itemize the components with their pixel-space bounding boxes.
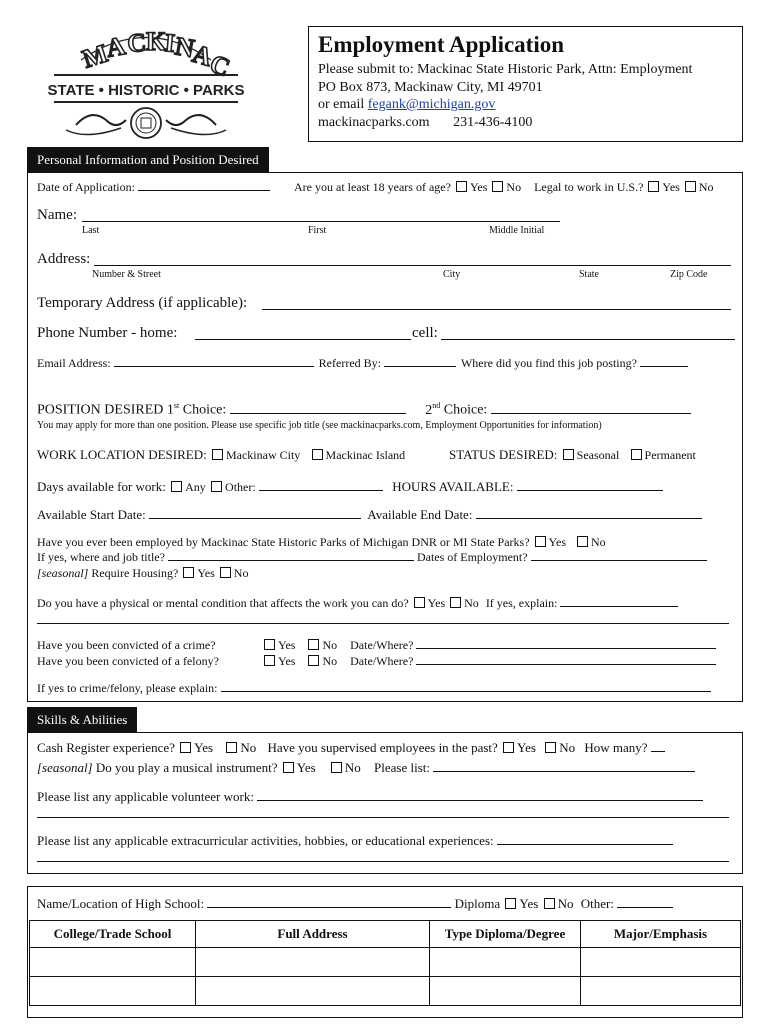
address-field-line[interactable] xyxy=(94,265,731,266)
temp-address-label: Temporary Address (if applicable): xyxy=(37,295,248,311)
if-yes-where-field[interactable] xyxy=(168,559,414,561)
state-caption: State xyxy=(579,269,599,280)
svg-text:N: N xyxy=(172,31,197,64)
mackinac-island-checkbox[interactable] xyxy=(312,449,323,460)
extracurricular-row xyxy=(37,833,673,849)
website-text: mackinacparks.com xyxy=(318,115,430,130)
crime-no-checkbox[interactable] xyxy=(308,639,319,650)
volunteer-row xyxy=(37,789,703,805)
condition-explain-label: If yes, explain: xyxy=(485,596,558,610)
how-many-field[interactable] xyxy=(651,750,665,752)
any-checkbox[interactable] xyxy=(171,481,182,492)
extracurricular-field[interactable] xyxy=(497,843,673,845)
start-date-label: Available Start Date: xyxy=(37,507,146,522)
cash-yes-label: Yes xyxy=(194,740,214,755)
referred-label: Referred By: xyxy=(318,356,381,370)
any-label: Any xyxy=(185,480,206,494)
permanent-checkbox[interactable] xyxy=(631,449,642,460)
position-note: You may apply for more than one position. Please use specific job title (see mackinacparks.com, Employment Opportunities for information) xyxy=(37,420,602,431)
email-address-row xyxy=(37,356,688,371)
age-no-checkbox[interactable] xyxy=(492,181,503,192)
last-caption: Last xyxy=(82,225,100,236)
condition-extra-line[interactable] xyxy=(37,623,729,624)
mackinac-island-label: Mackinac Island xyxy=(325,448,406,462)
felony-yes-checkbox[interactable] xyxy=(264,655,275,666)
where-found-label: Where did you find this job posting? xyxy=(460,356,637,370)
crime-explain-row xyxy=(37,681,711,696)
supervised-no-checkbox[interactable] xyxy=(545,742,556,753)
extracurricular-extra-line[interactable] xyxy=(37,861,729,862)
section-tab-personal: Personal Information and Position Desired xyxy=(27,147,269,173)
condition-explain-field[interactable] xyxy=(560,605,678,607)
table-cell[interactable] xyxy=(196,977,430,1006)
volunteer-field[interactable] xyxy=(257,799,703,801)
cash-yes-checkbox[interactable] xyxy=(180,742,191,753)
work-location-label: WORK LOCATION DESIRED: xyxy=(37,447,207,462)
logo-graphic xyxy=(46,20,246,145)
svg-text:A: A xyxy=(189,38,216,72)
phone-home-label: Phone Number - home: xyxy=(37,325,178,341)
felony-answers xyxy=(262,654,716,669)
mackinaw-city-checkbox[interactable] xyxy=(212,449,223,460)
svg-text:M: M xyxy=(78,38,112,74)
if-yes-where-label: If yes, where and job title? xyxy=(37,550,165,564)
table-cell[interactable] xyxy=(581,948,741,977)
cash-no-checkbox[interactable] xyxy=(226,742,237,753)
table-row xyxy=(30,977,741,1006)
date-field[interactable] xyxy=(138,189,270,191)
employed-no-label: No xyxy=(591,535,606,549)
crime-question: Have you been convicted of a crime? xyxy=(37,638,216,652)
zip-caption: Zip Code xyxy=(670,269,708,280)
address-label: Address: xyxy=(37,251,91,267)
svg-text:C: C xyxy=(205,48,235,83)
position-desired-row xyxy=(37,401,691,419)
crime-explain-field[interactable] xyxy=(221,690,711,692)
col-college: College/Trade School xyxy=(30,921,196,948)
dates-employment-field[interactable] xyxy=(531,559,707,561)
phone-home-line[interactable] xyxy=(195,339,411,340)
age-no-label: No xyxy=(506,180,522,194)
email-prefix: or email xyxy=(318,97,368,112)
phone-text: 231-436-4100 xyxy=(453,115,533,130)
seasonal-tag: [seasonal] xyxy=(37,566,89,580)
housing-yes-checkbox[interactable] xyxy=(183,567,194,578)
svg-text:K: K xyxy=(146,27,167,56)
crime-no-label: No xyxy=(322,638,338,652)
cash-register-label: Cash Register experience? xyxy=(37,740,175,755)
cash-no-label: No xyxy=(240,740,257,755)
svg-text:I: I xyxy=(163,28,177,58)
website-line xyxy=(318,115,532,131)
please-list-field[interactable] xyxy=(433,770,695,772)
phone-cell-line[interactable] xyxy=(441,339,735,340)
condition-row xyxy=(37,596,678,611)
date-label: Date of Application: xyxy=(37,180,138,194)
instrument-yes-label: Yes xyxy=(296,760,316,775)
table-cell[interactable] xyxy=(30,977,196,1006)
street-caption: Number & Street xyxy=(92,269,161,280)
col-address: Full Address xyxy=(196,921,430,948)
supervised-yes-label: Yes xyxy=(517,740,536,755)
extracurricular-label: Please list any applicable extracurricular activities, hobbies, or educational experiences: xyxy=(37,833,494,848)
svg-text:A: A xyxy=(104,31,128,63)
po-box-line: PO Box 873, Mackinaw City, MI 49701 xyxy=(318,80,543,95)
instrument-yes-checkbox[interactable] xyxy=(283,762,294,773)
col-major: Major/Emphasis xyxy=(581,921,741,948)
condition-yes-checkbox[interactable] xyxy=(414,597,425,608)
other-days-label: Other: xyxy=(225,480,256,494)
require-housing-row xyxy=(37,566,248,581)
cash-register-row xyxy=(37,740,665,756)
submit-to-line: Please submit to: Mackinac State Historic Park, Attn: Employment xyxy=(318,62,693,77)
diploma-other-label: Other: xyxy=(580,896,614,911)
email-address-label: Email Address: xyxy=(37,356,111,370)
table-cell[interactable] xyxy=(430,977,581,1006)
college-table-header xyxy=(30,921,741,948)
position-2-label: 2 xyxy=(425,402,433,418)
status-desired-label: STATUS DESIRED: xyxy=(449,447,558,462)
temp-address-line[interactable] xyxy=(262,309,731,310)
days-available-label: Days available for work: xyxy=(37,479,166,494)
employed-yes-checkbox[interactable] xyxy=(535,536,546,547)
days-available-row xyxy=(37,479,663,495)
high-school-field[interactable] xyxy=(207,906,451,908)
seasonal-label: Seasonal xyxy=(576,448,620,462)
city-caption: City xyxy=(443,269,461,280)
phone-cell-label: cell: xyxy=(412,325,438,341)
crime-row xyxy=(37,638,216,653)
middle-caption: Middle Initial xyxy=(489,225,545,236)
col-degree: Type Diploma/Degree xyxy=(430,921,581,948)
crime-answers xyxy=(262,638,716,653)
end-date-field[interactable] xyxy=(476,517,702,519)
table-row xyxy=(30,948,741,977)
position-2-field[interactable] xyxy=(491,412,691,414)
employed-question: Have you ever been employed by Mackinac State Historic Parks of Michigan DNR or MI State Parks? xyxy=(37,535,530,549)
instrument-row xyxy=(37,760,695,776)
diploma-no-label: No xyxy=(557,896,574,911)
other-days-field[interactable] xyxy=(259,489,383,491)
hours-available-field[interactable] xyxy=(517,489,663,491)
name-field-line[interactable] xyxy=(82,221,560,222)
position-1-label: POSITION DESIRED 1 xyxy=(37,402,174,418)
felony-question: Have you been convicted of a felony? xyxy=(37,654,219,668)
employed-before-row xyxy=(37,535,606,550)
employed-no-checkbox[interactable] xyxy=(577,536,588,547)
felony-row xyxy=(37,654,219,669)
permanent-label: Permanent xyxy=(644,448,696,462)
volunteer-extra-line[interactable] xyxy=(37,817,729,818)
where-found-field[interactable] xyxy=(640,365,688,367)
other-days-checkbox[interactable] xyxy=(211,481,222,492)
hours-available-label: HOURS AVAILABLE: xyxy=(392,479,514,494)
employed-yes-label: Yes xyxy=(548,535,567,549)
felony-yes-label: Yes xyxy=(278,654,296,668)
email-link[interactable]: fegank@michigan.gov xyxy=(367,97,496,112)
condition-yes-label: Yes xyxy=(427,596,446,610)
high-school-row xyxy=(37,896,673,912)
position-2-sup: nd xyxy=(432,401,441,410)
crime-date-where-label: Date/Where? xyxy=(350,638,414,652)
please-list-label: Please list: xyxy=(374,760,431,775)
instrument-no-label: No xyxy=(344,760,361,775)
section-tab-skills: Skills & Abilities xyxy=(27,707,137,733)
legal-no-checkbox[interactable] xyxy=(685,181,696,192)
college-table xyxy=(29,920,741,1006)
supervised-label: Have you supervised employees in the past? xyxy=(267,740,498,755)
diploma-other-field[interactable] xyxy=(617,906,673,908)
condition-question: Do you have a physical or mental condition that affects the work you can do? xyxy=(37,596,409,610)
felony-date-where-label: Date/Where? xyxy=(350,654,414,668)
svg-text:STATE • HISTORIC • PARKS: STATE • HISTORIC • PARKS xyxy=(47,82,245,99)
table-cell[interactable] xyxy=(196,948,430,977)
position-2-suffix: Choice: xyxy=(440,402,488,418)
position-1-field[interactable] xyxy=(230,412,406,414)
felony-date-where-field[interactable] xyxy=(416,663,716,665)
email-line xyxy=(318,97,495,113)
first-caption: First xyxy=(308,225,327,236)
diploma-yes-checkbox[interactable] xyxy=(505,898,516,909)
if-yes-where-row xyxy=(37,550,707,565)
age-question-row xyxy=(294,180,714,195)
start-end-date-row xyxy=(37,507,702,523)
instrument-no-checkbox[interactable] xyxy=(331,762,342,773)
age-yes-checkbox[interactable] xyxy=(456,181,467,192)
start-date-field[interactable] xyxy=(149,517,361,519)
legal-question: Legal to work in U.S.? xyxy=(534,180,644,194)
crime-date-where-field[interactable] xyxy=(416,647,716,649)
housing-yes-label: Yes xyxy=(197,566,215,580)
legal-yes-checkbox[interactable] xyxy=(648,181,659,192)
table-cell[interactable] xyxy=(30,948,196,977)
how-many-label: How many? xyxy=(584,740,648,755)
end-date-label: Available End Date: xyxy=(367,507,473,522)
table-cell[interactable] xyxy=(430,948,581,977)
instrument-label: Do you play a musical instrument? xyxy=(92,760,278,775)
high-school-label: Name/Location of High School: xyxy=(37,896,205,911)
legal-no-label: No xyxy=(698,180,714,194)
svg-text:C: C xyxy=(126,27,148,58)
seasonal-checkbox[interactable] xyxy=(563,449,574,460)
email-address-field[interactable] xyxy=(114,365,314,367)
felony-no-checkbox[interactable] xyxy=(308,655,319,666)
skills-seasonal-tag: [seasonal] xyxy=(37,760,93,775)
diploma-yes-label: Yes xyxy=(519,896,539,911)
work-location-row xyxy=(37,447,405,463)
position-1-sup: st xyxy=(173,401,180,410)
referred-field[interactable] xyxy=(384,365,456,367)
crime-explain-label: If yes to crime/felony, please explain: xyxy=(37,681,218,695)
supervised-no-label: No xyxy=(559,740,576,755)
diploma-no-checkbox[interactable] xyxy=(544,898,555,909)
table-cell[interactable] xyxy=(581,977,741,1006)
felony-no-label: No xyxy=(322,654,338,668)
page-title: Employment Application xyxy=(318,32,565,57)
crime-yes-checkbox[interactable] xyxy=(264,639,275,650)
dates-employment-label: Dates of Employment? xyxy=(416,550,528,564)
legal-yes-label: Yes xyxy=(662,180,680,194)
age-question: Are you at least 18 years of age? xyxy=(294,180,451,194)
status-desired-row xyxy=(449,447,696,463)
condition-no-label: No xyxy=(464,596,479,610)
mackinac-state-historic-parks-logo xyxy=(46,20,246,145)
age-yes-label: Yes xyxy=(469,180,488,194)
require-housing-label: Require Housing? xyxy=(88,566,179,580)
crime-yes-label: Yes xyxy=(278,638,296,652)
mackinaw-city-label: Mackinaw City xyxy=(225,448,301,462)
volunteer-label: Please list any applicable volunteer work: xyxy=(37,789,254,804)
condition-no-checkbox[interactable] xyxy=(450,597,461,608)
name-label: Name: xyxy=(37,207,77,223)
housing-no-checkbox[interactable] xyxy=(220,567,231,578)
position-1-suffix: Choice: xyxy=(179,402,227,418)
housing-no-label: No xyxy=(233,566,249,580)
supervised-yes-checkbox[interactable] xyxy=(503,742,514,753)
date-of-application-row xyxy=(37,180,270,195)
diploma-label: Diploma xyxy=(454,896,501,911)
